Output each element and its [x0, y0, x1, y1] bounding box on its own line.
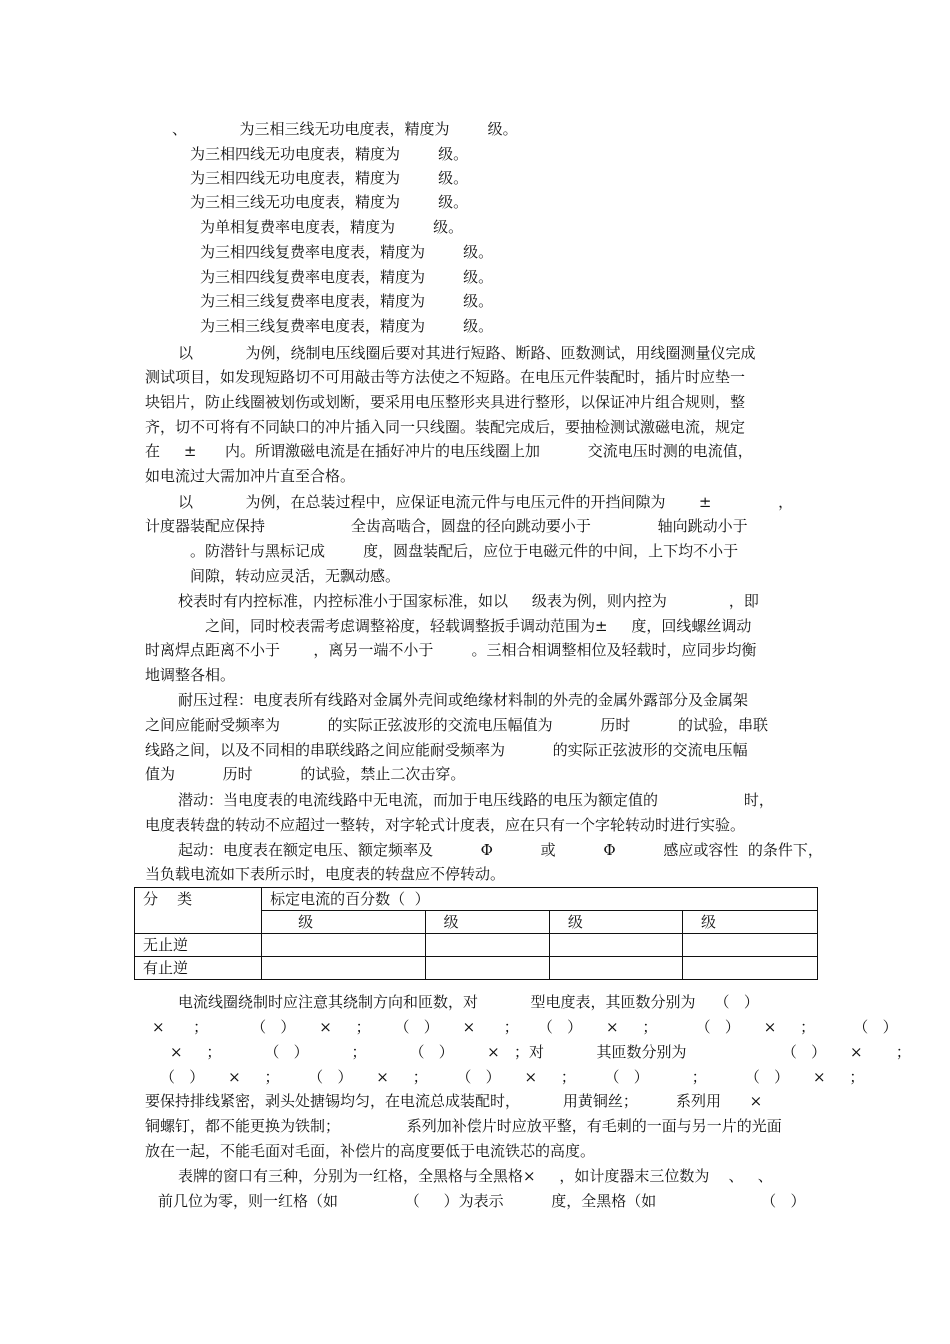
text-line: 潜动：当电度表的电流线路中无电流，而加于电压线路的电压为额定值的 时，: [178, 791, 774, 809]
text-line: 为三相四线无功电度表，精度为 级。: [190, 169, 469, 187]
text-line: 为三相四线无功电度表，精度为 级。: [190, 145, 469, 163]
table-cell: [425, 957, 549, 980]
table-header-percent: 标定电流的百分数（ ）: [262, 888, 818, 911]
text-line: 要保持排线紧密，剥头处搪锡均匀，在电流总成装配时， 用黄铜丝； 系列用 ×: [145, 1092, 763, 1110]
table-cell: [262, 934, 426, 957]
table-row: [135, 957, 818, 980]
text-line: 之间应能耐受频率为 的实际正弦波形的交流电压幅值为 历时 的试验，串联: [145, 716, 769, 734]
text-line: 为三相三线复费率电度表，精度为 级。: [200, 317, 494, 335]
text-line: 为三相三线复费率电度表，精度为 级。: [200, 292, 494, 310]
text-line: 时离焊点距离不小于 ，离另一端不小于 。三相合相调整相位及轻载时，应同步均衡: [145, 641, 757, 659]
text-line: 表牌的窗口有三种，分别为一红格，全黑格与全黑格× ，如计度器末三位数为 、 、: [178, 1167, 773, 1185]
text-line: 起动：电度表在额定电压、额定频率及 Φ 或 Φ 感应或容性 的条件下，: [178, 841, 823, 859]
text-line: 、 为三相三线无功电度表，精度为 级。: [172, 120, 518, 138]
text-line: 为单相复费率电度表，精度为 级。: [200, 218, 464, 236]
text-line: 地调整各相。: [145, 666, 236, 684]
table-cell: [549, 957, 682, 980]
text-line: 以 为例，绕制电压线圈后要对其进行短路、断路、匝数测试，用线圈测量仪完成: [178, 344, 756, 362]
text-line: 为三相四线复费率电度表，精度为 级。: [200, 268, 494, 286]
table-cell: [549, 934, 682, 957]
text-line: 以 为例，在总装过程中，应保证电流元件与电压元件的开挡间隙为 ± ，: [178, 493, 794, 511]
table-cell: [683, 934, 818, 957]
text-line: × ； （ ） ； （ ） × ；对 其匝数分别为 （ ） × ；: [170, 1043, 911, 1061]
table-row: [135, 934, 818, 957]
text-line: （ ） × ； （ ） × ； （ ） × ； （ ） ； （ ） × ；: [160, 1068, 865, 1086]
table-header-row: [135, 888, 818, 911]
text-line: 耐压过程：电度表所有线路对金属外壳间或绝缘材料制的外壳的金属外露部分及金属架: [178, 691, 749, 709]
text-line: 块铝片，防止线圈被划伤或划断，要采用电压整形夹具进行整形，以保证冲片组合规则，整: [145, 393, 746, 411]
text-line: 间隙，转动应灵活，无飘动感。: [190, 567, 401, 585]
text-line: 计度器装配应保持 全齿高啮合，圆盘的径向跳动要小于 轴向跳动小于: [145, 517, 748, 535]
text-line: 如电流过大需加冲片直至合格。: [145, 467, 356, 485]
data-table: [134, 887, 818, 980]
table-header-category: 分 类: [135, 888, 262, 934]
table-grade-cell: 级: [549, 911, 682, 934]
text-line: 齐，切不可将有不同缺口的冲片插入同一只线圈。装配完成后，要抽检测试激磁电流，规定: [145, 418, 746, 436]
text-line: 测试项目，如发现短路切不可用敲击等方法使之不短路。在电压元件装配时，插片时应垫一: [145, 368, 746, 386]
text-line: 之间，同时校表需考虑调整裕度，轻载调整扳手调动范围为± 度，回线螺丝调动: [205, 617, 752, 635]
table-cell: [425, 934, 549, 957]
text-line: 校表时有内控标准，内控标准小于国家标准，如以 级表为例，则内控为 ，即: [178, 592, 759, 610]
text-line: 为三相四线复费率电度表，精度为 级。: [200, 243, 494, 261]
table-grade-cell: 级: [683, 911, 818, 934]
table-cell: [262, 957, 426, 980]
table-grade-cell: 级: [425, 911, 549, 934]
text-line: 当负载电流如下表所示时，电度表的转盘应不停转动。: [145, 865, 506, 883]
table-row-label: 无止逆: [135, 934, 262, 957]
text-line: × ； （ ） × ； （ ） × ； （ ） × ； （ ） × ； （ ）: [152, 1018, 898, 1036]
table-cell: [683, 957, 818, 980]
text-line: 电流线圈绕制时应注意其绕制方向和匝数，对 型电度表，其匝数分别为 （ ）: [178, 993, 759, 1011]
text-line: 铜螺钉，都不能更换为铁制； 系列加补偿片时应放平整，有毛刺的一面与另一片的光面: [145, 1117, 782, 1135]
text-line: 在 ± 内。所谓激磁电流是在插好冲片的电压线圈上加 交流电压时测的电流值，: [145, 442, 753, 460]
text-line: 为三相三线无功电度表，精度为 级。: [190, 193, 469, 211]
text-line: 电度表转盘的转动不应超过一整转，对字轮式计度表，应在只有一个字轮转动时进行实验。: [145, 816, 746, 834]
table-grade-cell: 级: [262, 911, 426, 934]
text-line: 。防潜针与黑标记成 度，圆盘装配后，应位于电磁元件的中间，上下均不小于: [190, 542, 739, 560]
text-line: 前几位为零，则一红格（如 （ ）为表示 度，全黑格（如 （ ）: [158, 1192, 806, 1210]
table-row-label: 有止逆: [135, 957, 262, 980]
text-line: 放在一起，不能毛面对毛面，补偿片的高度要低于电流铁芯的高度。: [145, 1142, 596, 1160]
text-line: 值为 历时 的试验，禁止二次击穿。: [145, 765, 466, 783]
text-line: 线路之间，以及不同相的串联线路之间应能耐受频率为 的实际正弦波形的交流电压幅: [145, 741, 748, 759]
